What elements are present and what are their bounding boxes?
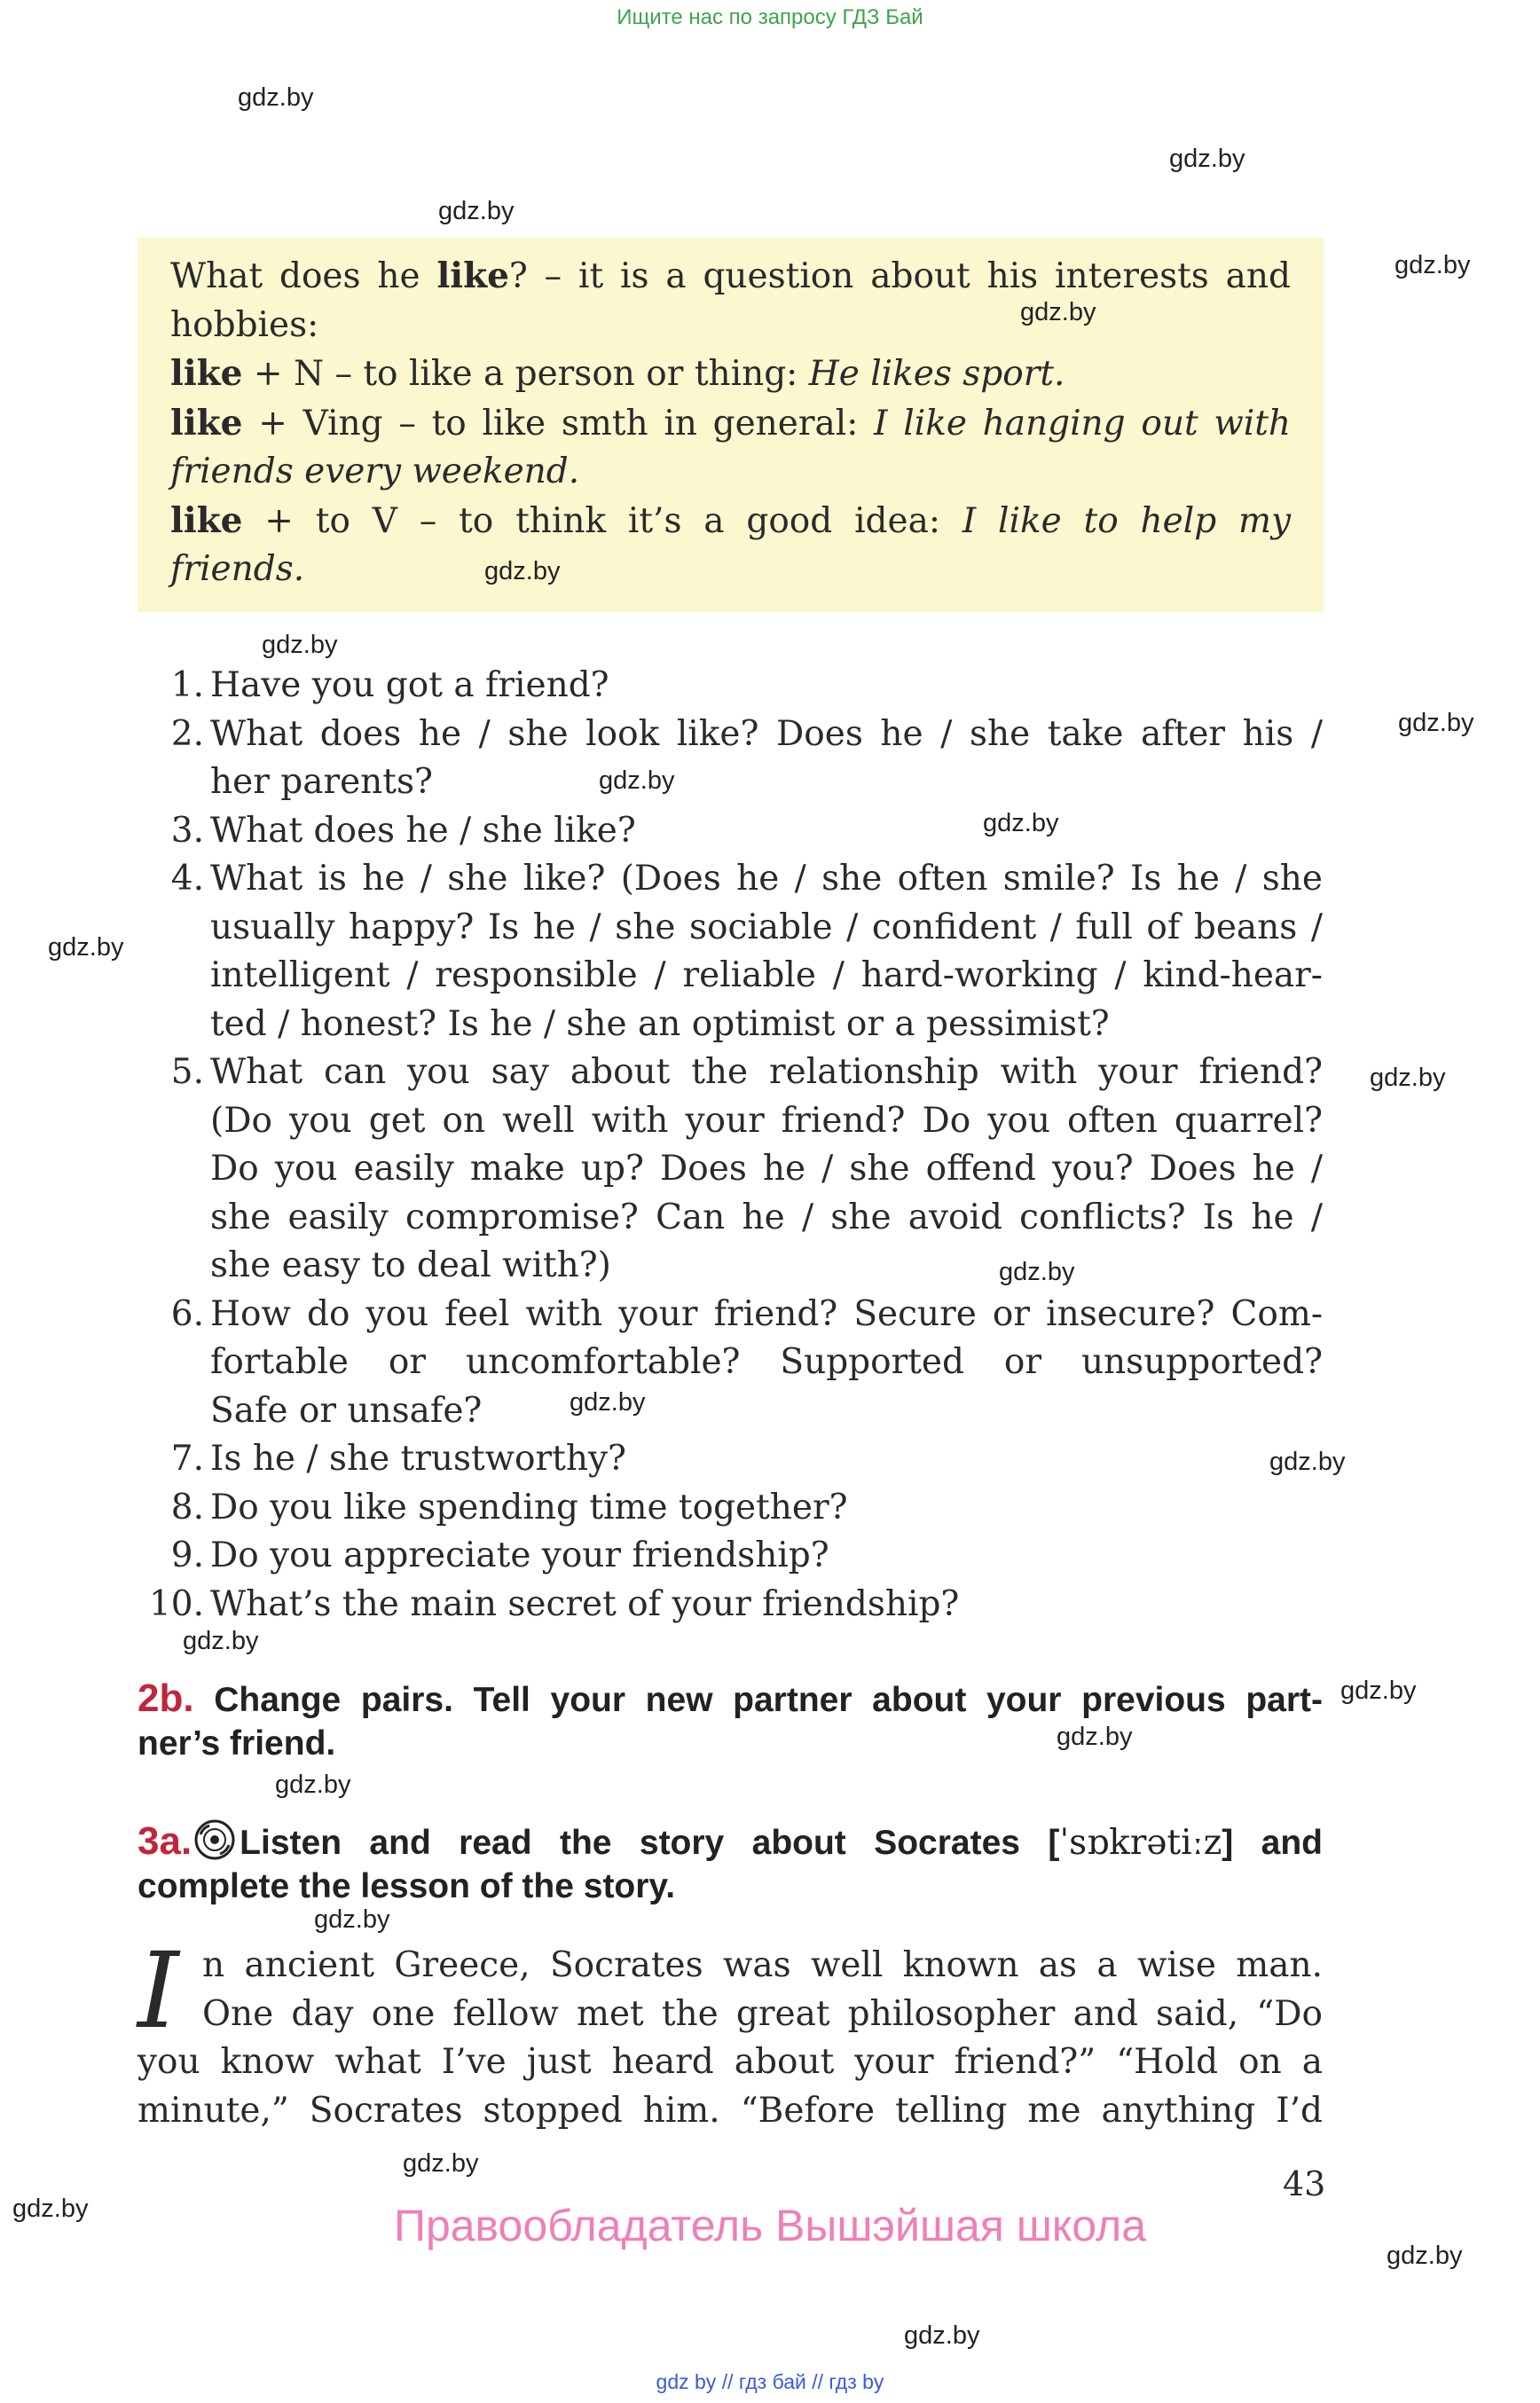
question-line: fortable or uncomfortable? Supported or unsupported?: [210, 1342, 1323, 1382]
question-item: [138, 807, 1323, 856]
grammar-keyword: like: [436, 255, 509, 296]
watermark: gdz.by: [262, 631, 338, 659]
question-line: Have you got a friend?: [210, 665, 609, 705]
watermark: gdz.by: [1020, 298, 1096, 326]
task-number: 3a.: [138, 1819, 192, 1863]
grammar-keyword: like: [170, 499, 243, 541]
task-text: Listen and read the story about Socrates [: [240, 1824, 1060, 1862]
grammar-example: I like hanging out with: [874, 403, 1291, 444]
watermark: gdz.by: [599, 766, 675, 795]
question-line: What does he / she like?: [210, 810, 636, 851]
watermark: gdz.by: [183, 1627, 259, 1655]
watermark: gdz.by: [1269, 1448, 1346, 1476]
question-line: What can you say about the relationship with your friend?: [210, 1052, 1323, 1092]
question-number: 8.: [170, 1487, 204, 1527]
drop-cap: I: [138, 1929, 179, 2052]
question-number: 2.: [170, 713, 204, 754]
task-3a: [138, 1818, 1323, 1908]
question-line: ted / honest? Is he / she an optimist or a pessimist?: [210, 1003, 1110, 1044]
watermark: gdz.by: [403, 2149, 479, 2178]
watermark: gdz.by: [314, 1905, 390, 1934]
transcription: ˈsɒkrətiːz: [1059, 1823, 1222, 1863]
grammar-line: [170, 497, 1291, 546]
question-text: [210, 1048, 1323, 1291]
question-item: [138, 1581, 1323, 1629]
question-item: [138, 1048, 1323, 1291]
task-3a-line: [138, 1818, 1323, 1865]
task-2b: [138, 1677, 1323, 1765]
audio-cd-icon: [193, 1818, 236, 1861]
question-line: Is he / she trustworthy?: [210, 1439, 626, 1479]
question-text: [210, 1581, 1323, 1629]
question-line: her parents?: [210, 762, 433, 802]
question-line: Do you appreciate your friendship?: [210, 1535, 829, 1575]
watermark: gdz.by: [1057, 1723, 1133, 1751]
story-line: minute,” Socrates stopped him. “Before telling me anything I’d: [138, 2090, 1323, 2131]
footer-links[interactable]: gdz by // гдз бай // гдз by: [656, 2370, 884, 2393]
story-line: One day one fellow met the great philosopher and said, “Do: [202, 1993, 1323, 2034]
watermark: gdz.by: [484, 557, 561, 585]
grammar-text: + N – to like a person or thing:: [242, 354, 809, 394]
grammar-line: [170, 252, 1291, 302]
question-line: How do you feel with your friend? Secure or insecure? Com-: [210, 1293, 1323, 1334]
question-list: [138, 662, 1323, 1629]
grammar-text: What does he: [170, 256, 437, 296]
watermark: gdz.by: [275, 1771, 351, 1799]
watermark: gdz.by: [1398, 709, 1474, 737]
grammar-line: friends.: [170, 549, 305, 589]
question-item: [138, 711, 1323, 807]
watermark: gdz.by: [48, 933, 124, 962]
question-number: 10.: [148, 1583, 204, 1624]
watermark: gdz.by: [983, 809, 1059, 837]
task-2b-line: ner’s friend.: [138, 1724, 336, 1763]
question-text: [210, 1532, 1323, 1581]
watermark: gdz.by: [12, 2195, 89, 2223]
question-text: [210, 807, 1323, 856]
top-banner: Ищите нас по запросу ГДЗ Бай: [617, 5, 923, 29]
question-item: [138, 1484, 1323, 1533]
grammar-keyword: like: [170, 402, 243, 444]
watermark: gdz.by: [1395, 251, 1471, 279]
grammar-line: friends every weekend.: [170, 452, 580, 491]
question-line: What is he / she like? (Does he / she often smile? Is he / she: [210, 859, 1323, 899]
question-line: she easy to deal with?): [210, 1245, 611, 1285]
watermark: gdz.by: [1387, 2242, 1463, 2270]
story-text: [138, 1929, 1323, 2135]
grammar-example: He likes sport.: [808, 354, 1065, 394]
question-number: 3.: [170, 810, 204, 851]
task-text: ] and: [1222, 1824, 1323, 1862]
copyright-notice: Правообладатель Вышэйшая школа: [394, 2201, 1146, 2250]
page-number: 43: [1283, 2164, 1326, 2203]
grammar-line: [170, 399, 1291, 449]
question-number: 6.: [170, 1293, 204, 1334]
watermark: gdz.by: [570, 1388, 646, 1417]
watermark: gdz.by: [438, 197, 515, 225]
grammar-example: I like to help my: [962, 500, 1291, 541]
question-text: [210, 662, 1323, 711]
watermark: gdz.by: [1169, 145, 1245, 173]
question-item: [138, 855, 1323, 1048]
task-text: Change pairs. Tell your new partner about your previous part-: [214, 1681, 1323, 1719]
watermark: gdz.by: [238, 83, 314, 112]
question-line: intelligent / responsible / reliable / hard-working / kind-hear-: [210, 955, 1323, 995]
question-line: Do you like spending time together?: [210, 1487, 848, 1527]
question-number: 5.: [170, 1052, 204, 1092]
grammar-line: [170, 349, 1291, 399]
task-3a-line: complete the lesson of the story.: [138, 1867, 676, 1905]
story-line: n ancient Greece, Socrates was well known as a wise man.: [202, 1945, 1323, 1985]
question-number: 1.: [170, 665, 204, 705]
grammar-text: + Ving – to like smth in general:: [242, 403, 875, 444]
question-text: [210, 1484, 1323, 1533]
story-line: you know what I’ve just heard about your friend?” “Hold on a: [138, 2042, 1323, 2082]
grammar-text: ? – it is a question about his interests and: [508, 256, 1291, 296]
grammar-text: + to V – to think it’s a good idea:: [242, 500, 962, 541]
question-number: 7.: [170, 1439, 204, 1479]
question-item: [138, 1532, 1323, 1581]
question-line: Safe or unsafe?: [210, 1390, 483, 1431]
watermark: gdz.by: [1340, 1677, 1417, 1705]
task-number: 2b.: [138, 1677, 194, 1720]
question-text: [210, 1435, 1323, 1484]
question-number: 4.: [170, 859, 204, 899]
task-2b-line: [138, 1677, 1323, 1722]
watermark: gdz.by: [1370, 1064, 1446, 1092]
watermark: gdz.by: [904, 2321, 980, 2350]
question-line: usually happy? Is he / she sociable / confident / full of beans /: [210, 907, 1323, 947]
question-text: [210, 855, 1323, 1048]
question-item: [138, 1435, 1323, 1484]
question-line: What does he / she look like? Does he / she take after his /: [210, 713, 1323, 754]
question-line: she easily compromise? Can he / she avoid conflicts? Is he /: [210, 1197, 1323, 1237]
question-text: [210, 711, 1323, 807]
question-number: 9.: [170, 1535, 204, 1575]
question-line: What’s the main secret of your friendship?: [210, 1583, 960, 1624]
question-line: (Do you get on well with your friend? Do you often quarrel?: [210, 1100, 1323, 1141]
question-line: Do you easily make up? Does he / she offend you? Does he /: [210, 1149, 1323, 1189]
question-item: [138, 662, 1323, 711]
grammar-keyword: like: [170, 353, 243, 394]
watermark: gdz.by: [999, 1258, 1075, 1286]
question-text: [210, 1291, 1323, 1436]
question-item: [138, 1291, 1323, 1436]
grammar-note-box: [138, 238, 1324, 612]
grammar-line: hobbies:: [170, 304, 319, 345]
